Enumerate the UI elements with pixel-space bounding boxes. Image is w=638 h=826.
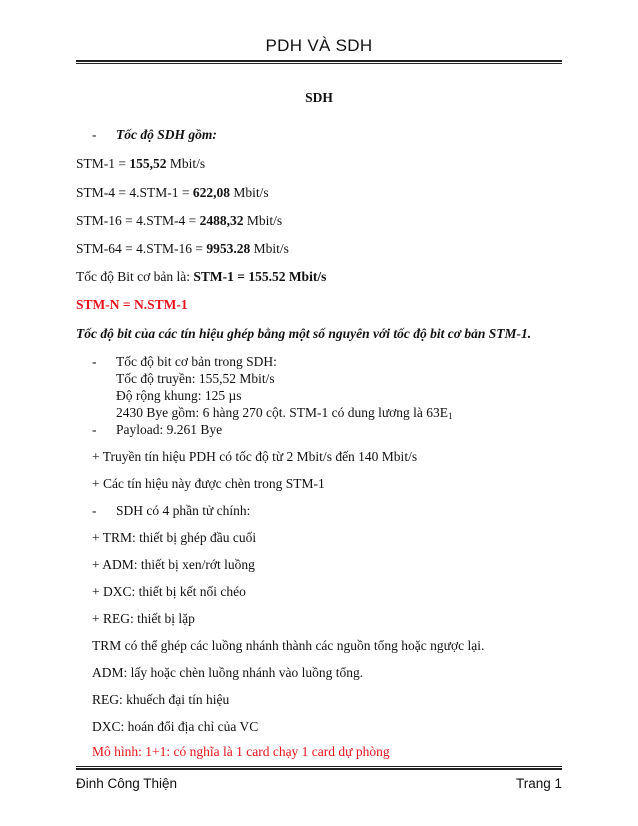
section-title: SDH (305, 90, 333, 105)
body-line: TRM có thể ghép các luồng nhánh thành các nguồn tổng hoặc ngược lại. (92, 638, 485, 653)
dash-bullet: - (92, 503, 97, 518)
body-line: REG: khuếch đại tín hiệu (92, 692, 230, 707)
body-line: + REG: thiết bị lặp (92, 611, 195, 626)
body-line: DXC: hoán đổi địa chỉ của VC (92, 719, 259, 734)
detail-line: 2430 Bye gồm: 6 hàng 270 cột. STM-1 có dung lương là $63E_1$ (116, 405, 453, 421)
dash-bullet: - (92, 422, 97, 437)
footer-rule-thin (76, 766, 562, 767)
body-line: SDH có 4 phần tử chính: (116, 503, 251, 518)
model-note: Mô hình: 1+1: có nghĩa là 1 card chạy 1 card dự phòng (92, 744, 390, 759)
body-line: + DXC: thiết bị kết nối chéo (92, 584, 246, 599)
header-rule-thin (76, 63, 562, 64)
footer-rule-thick (76, 768, 562, 770)
detail-line: Tốc độ bit cơ bản trong SDH: (116, 354, 277, 369)
header-rule-thick (76, 60, 562, 62)
speeds-heading: Tốc độ SDH gồm: (116, 127, 217, 142)
body-line: + Các tín hiệu này được chèn trong STM-1 (92, 476, 325, 491)
body-line: ADM: lấy hoặc chèn luồng nhánh vào luồng tổng. (92, 665, 364, 680)
detail-line: Tốc độ truyền: 155,52 Mbit/s (116, 371, 275, 386)
footer-author: Đinh Công Thiện (76, 776, 178, 791)
stm16-line: STM-16 = 4.STM-4 = 2488,32 Mbit/s (76, 213, 283, 228)
page-footer (76, 776, 562, 791)
stm1-line: STM-1 = 155,52 Mbit/s (76, 156, 206, 171)
page-header-title: PDH VÀ SDH (265, 36, 373, 55)
detail-line: Payload: 9.261 Bye (116, 422, 223, 437)
body-line: + TRM: thiết bị ghép đầu cuối (92, 530, 257, 545)
base-rate-line: Tốc độ Bit cơ bản là: STM-1 = 155.52 Mbit/s (76, 269, 327, 284)
stm4-line: STM-4 = 4.STM-1 = 622,08 Mbit/s (76, 185, 269, 200)
detail-line: Độ rộng khung: 125 µs (116, 388, 242, 403)
stm64-line: STM-64 = 4.STM-16 = 9953.28 Mbit/s (76, 241, 289, 256)
body-line: + ADM: thiết bị xen/rớt luồng (92, 557, 255, 572)
dash-bullet: - (92, 354, 97, 369)
stm-n-formula: STM-N = N.STM-1 (76, 297, 188, 312)
dash-bullet: - (92, 127, 97, 142)
footer-page-number: Trang 1 (515, 776, 562, 791)
italic-note: Tốc độ bit của các tín hiệu ghép bằng một số nguyên với tốc độ bit cơ bản STM-1. (76, 326, 532, 341)
body-line: + Truyền tín hiệu PDH có tốc độ từ 2 Mbit/s đến 140 Mbit/s (92, 449, 418, 464)
